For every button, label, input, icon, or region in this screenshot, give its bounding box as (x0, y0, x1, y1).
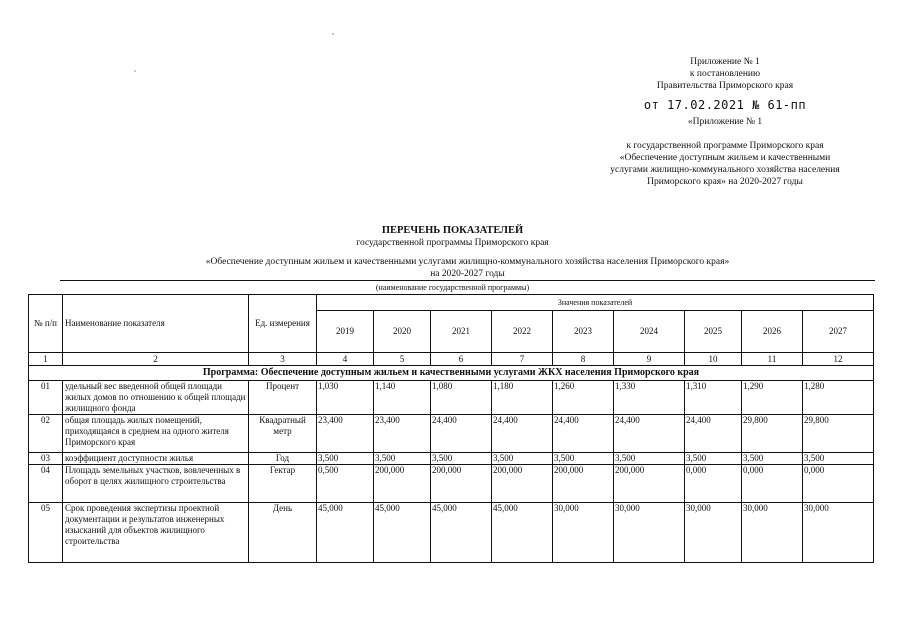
header-values-group: Значения показателей (317, 295, 874, 311)
header-year: 2024 (614, 311, 685, 353)
row-value: 3,500 (614, 453, 685, 465)
program-reference-block (560, 140, 890, 188)
header-unit: Ед. измерения (249, 295, 317, 353)
row-value: 1,140 (374, 381, 431, 415)
header-year: 2021 (431, 311, 492, 353)
appendix-line: к постановлению (689, 69, 761, 79)
appendix-block (600, 56, 850, 144)
column-index: 3 (249, 353, 317, 366)
row-code: 03 (29, 453, 63, 465)
header-year: 2027 (803, 311, 874, 353)
row-value: 0,000 (742, 465, 803, 503)
row-unit: День (249, 503, 317, 563)
row-value: 45,000 (374, 503, 431, 563)
decree-date: от 17.02.2021 № 61-пп (643, 98, 807, 112)
program-caption: (наименование государственной программы) (375, 283, 530, 292)
row-value: 1,180 (492, 381, 553, 415)
scan-speck (134, 70, 136, 72)
appendix-line: Приложение № 1 (690, 57, 760, 67)
row-value: 3,500 (553, 453, 614, 465)
row-value: 30,000 (614, 503, 685, 563)
program-row-title: Программа: Обеспечение доступным жильем и качественными услугами ЖКХ населения Приморского края (29, 366, 874, 381)
reference-line: «Обеспечение доступным жильем и качественными (619, 153, 831, 163)
appendix-line: Правительства Приморского края (656, 81, 794, 91)
document-title: ПЕРЕЧЕНЬ ПОКАЗАТЕЛЕЙ (381, 225, 524, 236)
row-value: 1,080 (431, 381, 492, 415)
row-value: 200,000 (374, 465, 431, 503)
row-value: 200,000 (614, 465, 685, 503)
column-index: 9 (614, 353, 685, 366)
row-value: 23,400 (317, 415, 374, 453)
table-row (29, 381, 874, 415)
row-code: 02 (29, 415, 63, 453)
row-value: 24,400 (492, 415, 553, 453)
row-value: 24,400 (431, 415, 492, 453)
row-value: 200,000 (431, 465, 492, 503)
row-value: 1,260 (553, 381, 614, 415)
scan-speck (332, 33, 334, 35)
row-unit: Гектар (249, 465, 317, 503)
row-code: 04 (29, 465, 63, 503)
column-index: 6 (431, 353, 492, 366)
column-index-row (29, 353, 874, 366)
row-code: 05 (29, 503, 63, 563)
row-value: 3,500 (431, 453, 492, 465)
header-year: 2022 (492, 311, 553, 353)
row-value: 3,500 (317, 453, 374, 465)
row-value: 45,000 (317, 503, 374, 563)
column-index: 10 (685, 353, 742, 366)
program-row (29, 366, 874, 381)
reference-line: услугами жилищно-коммунального хозяйства населения (610, 165, 840, 175)
header-name: Наименование показателя (63, 295, 249, 353)
row-value: 24,400 (685, 415, 742, 453)
row-value: 29,800 (742, 415, 803, 453)
row-value: 3,500 (492, 453, 553, 465)
row-value: 23,400 (374, 415, 431, 453)
row-value: 45,000 (492, 503, 553, 563)
column-index: 7 (492, 353, 553, 366)
row-value: 1,330 (614, 381, 685, 415)
row-value: 0,000 (803, 465, 874, 503)
row-value: 200,000 (553, 465, 614, 503)
row-indicator-name: общая площадь жилых помещений, приходящаяся в среднем на одного жителя Приморского края (63, 415, 249, 453)
column-index: 1 (29, 353, 63, 366)
indicators-table (28, 294, 874, 563)
row-value: 1,280 (803, 381, 874, 415)
table-row (29, 415, 874, 453)
table-row (29, 503, 874, 563)
header-year: 2020 (374, 311, 431, 353)
reference-line: к государственной программе Приморского края (626, 141, 824, 151)
header-year: 2025 (685, 311, 742, 353)
column-index: 12 (803, 353, 874, 366)
row-indicator-name: удельный вес введенной общей площади жилых домов по отношению к общей площади жилищного фонда (63, 381, 249, 415)
row-indicator-name: коэффициент доступности жилья (63, 453, 249, 465)
appendix-line: «Приложение № 1 (687, 117, 763, 127)
row-value: 30,000 (803, 503, 874, 563)
program-name: «Обеспечение доступным жильем и качественными услугами жилищно-коммунального хозяйства населения Приморского края» на 2020-2027 годы (205, 257, 730, 279)
column-index: 2 (63, 353, 249, 366)
row-value: 0,500 (317, 465, 374, 503)
table-row (29, 465, 874, 503)
row-value: 30,000 (742, 503, 803, 563)
row-unit: Квадратный метр (249, 415, 317, 453)
row-value: 200,000 (492, 465, 553, 503)
row-unit: Процент (249, 381, 317, 415)
column-index: 8 (553, 353, 614, 366)
column-index: 5 (374, 353, 431, 366)
column-index: 11 (742, 353, 803, 366)
row-value: 3,500 (742, 453, 803, 465)
row-value: 24,400 (614, 415, 685, 453)
row-unit: Год (249, 453, 317, 465)
header-year: 2023 (553, 311, 614, 353)
header-year: 2019 (317, 311, 374, 353)
row-value: 30,000 (553, 503, 614, 563)
row-value: 45,000 (431, 503, 492, 563)
header-num: № п/п (29, 295, 63, 353)
header-year: 2026 (742, 311, 803, 353)
row-value: 1,310 (685, 381, 742, 415)
program-name-underline (60, 280, 875, 281)
row-value: 29,800 (803, 415, 874, 453)
row-indicator-name: Площадь земельных участков, вовлеченных в оборот в целях жилищного строительства (63, 465, 249, 503)
row-value: 24,400 (553, 415, 614, 453)
row-value: 30,000 (685, 503, 742, 563)
reference-line: Приморского края» на 2020-2027 годы (647, 177, 803, 187)
row-value: 3,500 (685, 453, 742, 465)
row-value: 1,290 (742, 381, 803, 415)
row-indicator-name: Срок проведения экспертизы проектной документации и результатов инженерных изысканий для объектов жилищного строительства (63, 503, 249, 563)
document-subtitle: государственной программы Приморского края (356, 238, 549, 248)
row-value: 1,030 (317, 381, 374, 415)
column-index: 4 (317, 353, 374, 366)
row-value: 3,500 (803, 453, 874, 465)
row-value: 0,000 (685, 465, 742, 503)
row-value: 3,500 (374, 453, 431, 465)
row-code: 01 (29, 381, 63, 415)
table-row (29, 453, 874, 465)
